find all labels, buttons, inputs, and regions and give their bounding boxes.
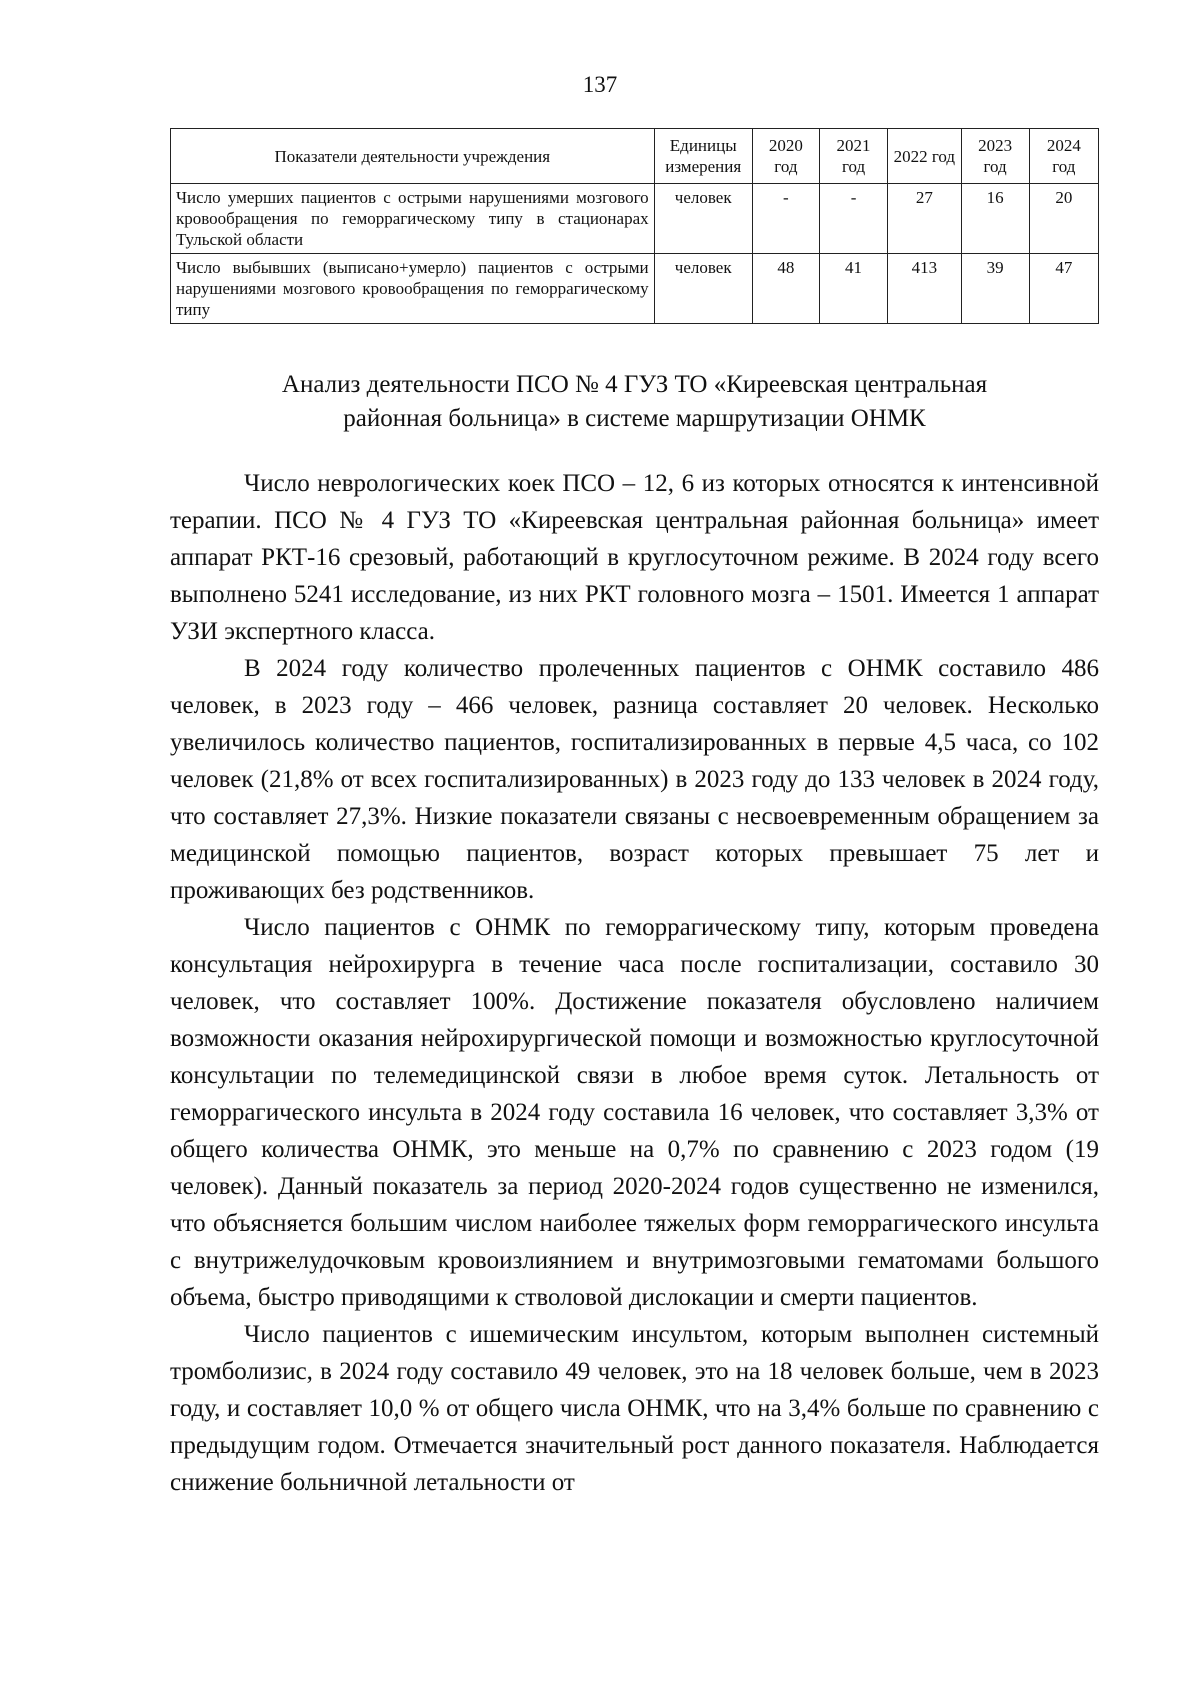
table-row	[171, 184, 1099, 254]
statistics-table	[170, 128, 1099, 324]
section-heading	[170, 368, 1099, 436]
page-number: 137	[582, 72, 618, 97]
header-year: 2022 год	[888, 129, 961, 184]
paragraph: Число неврологических коек ПСО – 12, 6 из которых относятся к интенсивной терапии. ПСО № 4 ГУЗ ТО «Киреевская центральная районная больница» имеет аппарат РКТ-16 срезовый, работающий в круглосуточном режиме. В 2024 году всего выполнено 5241 исследование, из них РКТ головного мозга – 1501. Имеется 1 аппарат УЗИ экспертного класса.	[170, 470, 1099, 645]
header-year: 2020 год	[752, 129, 819, 184]
header-year: 2021 год	[819, 129, 887, 184]
paragraph: Число пациентов с ОНМК по геморрагическому типу, которым проведена консультация нейрохирурга в течение часа после госпитализации, составило 30 человек, что составляет 100%. Достижение показателя обусловлено наличием возможности оказания нейрохирургической помощи и возможностью круглосуточной консультации по телемедицинской связи в любое время суток. Летальность от геморрагического инсульта в 2024 году составила 16 человек, что составляет 3,3% от общего количества ОНМК, это меньше на 0,7% по сравнению с 2023 годом (19 человек). Данный показатель за период 2020-2024 годов существенно не изменился, что объясняется большим числом наиболее тяжелых форм геморрагического инсульта с внутрижелудочковым кровоизлиянием и внутримозговыми гематомами большого объема, быстро приводящими к стволовой дислокации и смерти пациентов.	[170, 914, 1099, 1311]
header-indicator: Показатели деятельности учреждения	[171, 129, 655, 184]
row-unit: человек	[654, 184, 752, 254]
row-indicator-name: Число выбывших (выписано+умерло) пациентов с острыми нарушениями мозгового кровообращения по геморрагическому типу	[171, 254, 655, 324]
row-value: -	[819, 184, 887, 254]
row-value: 41	[819, 254, 887, 324]
row-value: 16	[961, 184, 1029, 254]
section-heading-line: районная больница» в системе маршрутизации ОНМК	[343, 405, 926, 432]
row-value: 413	[888, 254, 961, 324]
header-year: 2023 год	[961, 129, 1029, 184]
row-value: 39	[961, 254, 1029, 324]
body-text	[170, 465, 1099, 1501]
paragraph: В 2024 году количество пролеченных пациентов с ОНМК составило 486 человек, в 2023 году – 466 человек, разница составляет 20 человек. Несколько увеличилось количество пациентов, госпитализированных в первые 4,5 часа, со 102 человек (21,8% от всех госпитализированных) в 2023 году до 133 человек в 2024 году, что составляет 27,3%. Низкие показатели связаны с несвоевременным обращением за медицинской помощью пациентов, возраст которых превышает 75 лет и проживающих без родственников.	[170, 655, 1099, 904]
header-units: Единицы измерения	[654, 129, 752, 184]
row-value: -	[752, 184, 819, 254]
table-header-row	[171, 129, 1099, 184]
row-value: 20	[1029, 184, 1098, 254]
row-value: 47	[1029, 254, 1098, 324]
row-value: 48	[752, 254, 819, 324]
row-value: 27	[888, 184, 961, 254]
row-indicator-name: Число умерших пациентов с острыми нарушениями мозгового кровообращения по геморрагическому типу в стационарах Тульской области	[171, 184, 655, 254]
section-heading-line: Анализ деятельности ПСО № 4 ГУЗ ТО «Киреевская центральная	[281, 371, 988, 398]
header-year: 2024 год	[1029, 129, 1098, 184]
paragraph: Число пациентов с ишемическим инсультом, которым выполнен системный тромболизис, в 2024 году составило 49 человек, это на 18 человек больше, чем в 2023 году, и составляет 10,0 % от общего числа ОНМК, что на 3,4% больше по сравнению с предыдущим годом. Отмечается значительный рост данного показателя. Наблюдается снижение больничной летальности от	[170, 1321, 1099, 1496]
row-unit: человек	[654, 254, 752, 324]
table-row	[171, 254, 1099, 324]
